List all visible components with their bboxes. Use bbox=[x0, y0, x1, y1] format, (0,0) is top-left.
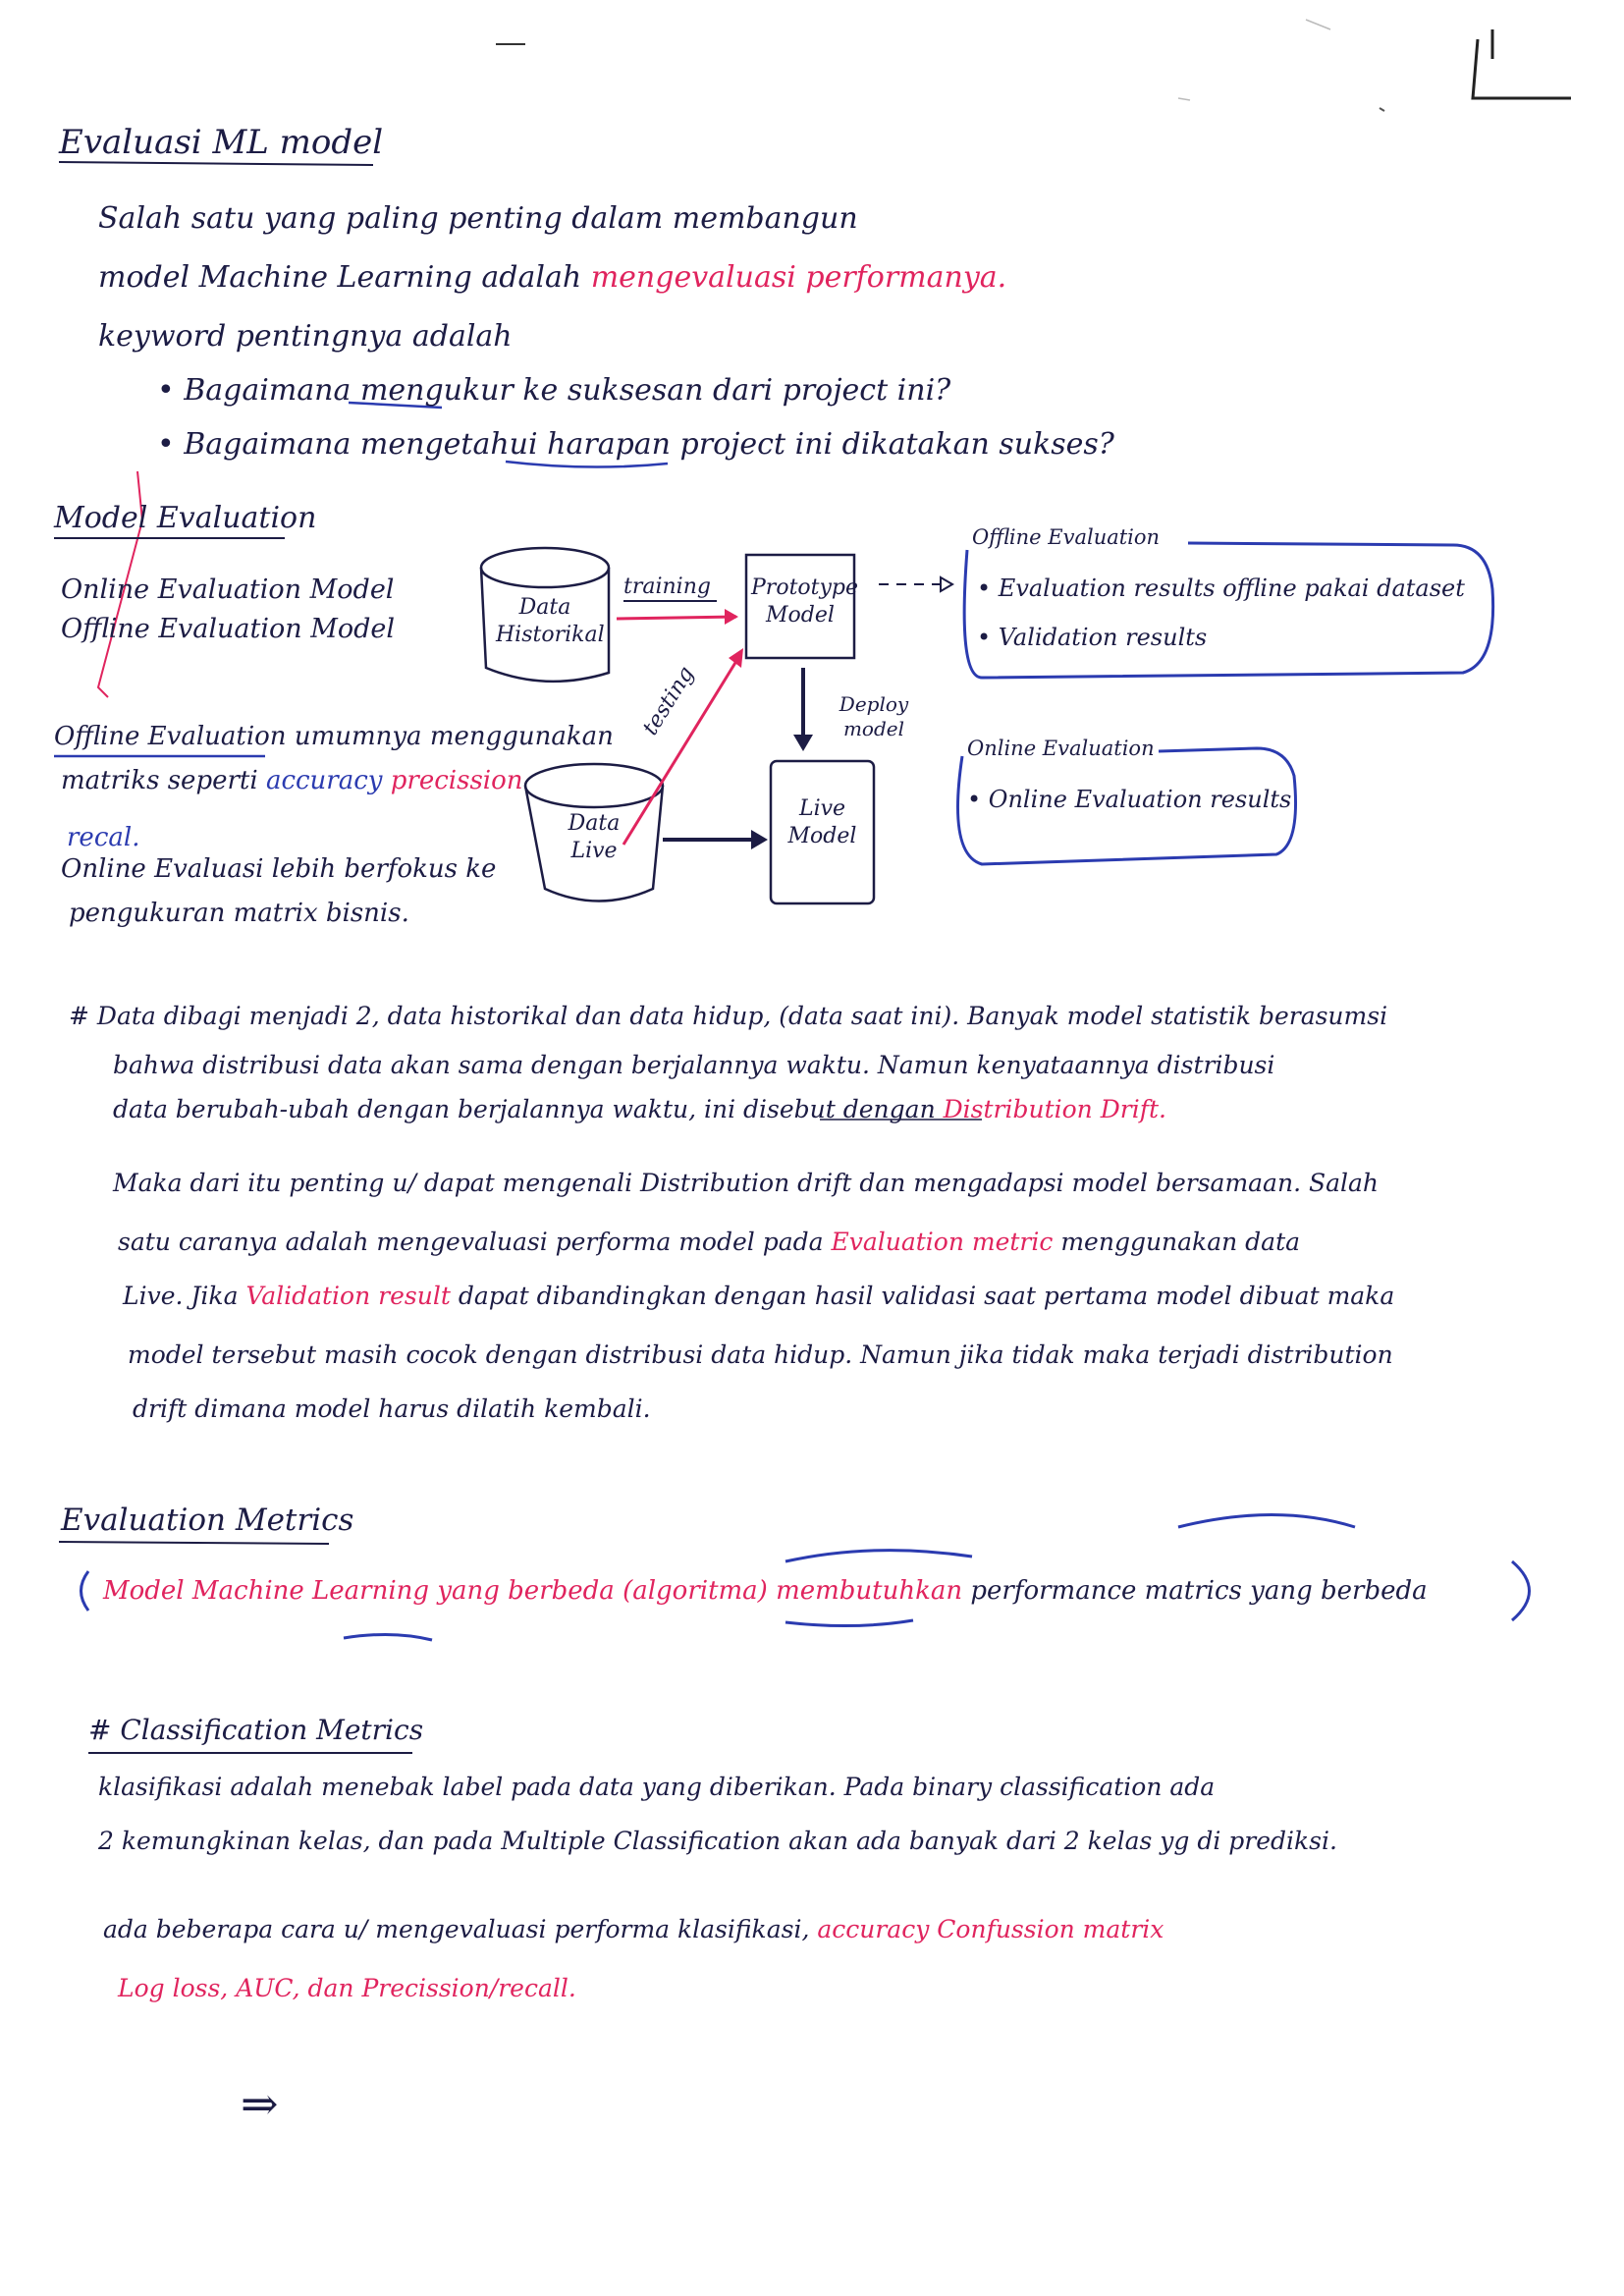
online-note-1: Online Evaluasi lebih berfokus ke bbox=[61, 854, 497, 884]
double-arrow-icon: ⇒ bbox=[241, 2077, 279, 2130]
para1-line-2: bahwa distribusi data akan sama dengan berjalannya waktu. Namun kenyataannya distribusi bbox=[113, 1051, 1275, 1079]
offline-note-3: recal. bbox=[67, 823, 140, 852]
classification-line-3: ada beberapa cara u/ mengevaluasi performa klasifikasi, accuracy Confussion matrix bbox=[103, 1915, 1164, 1943]
para1-line-1: # Data dibagi menjadi 2, data historikal dan data hidup, (data saat ini). Banyak model statistik berasumsi bbox=[69, 1002, 1388, 1030]
intro-line-3: keyword pentingnya adalah bbox=[98, 319, 513, 354]
intro-line-2: model Machine Learning adalah mengevaluasi performanya. bbox=[98, 260, 1007, 295]
para2-line-2: satu caranya adalah mengevaluasi performa model pada Evaluation metric menggunakan data bbox=[118, 1228, 1301, 1256]
prototype-label: Prototype Model bbox=[751, 575, 859, 628]
para2-line-4: model tersebut masih cocok dengan distribusi data hidup. Namun jika tidak maka terjadi distribution bbox=[128, 1340, 1393, 1369]
testing-label: testing bbox=[638, 662, 700, 740]
live-model-label: Live Model bbox=[787, 796, 857, 848]
page-title: Evaluasi ML model bbox=[59, 123, 384, 162]
classification-line-4: Log loss, AUC, dan Precission/recall. bbox=[118, 1974, 576, 2002]
offline-box-item-2: • Validation results bbox=[977, 624, 1208, 651]
online-eval-item: Online Evaluation Model bbox=[61, 574, 395, 605]
classification-line-2: 2 kemungkinan kelas, dan pada Multiple Classification akan ada banyak dari 2 kelas yg di prediksi. bbox=[98, 1827, 1337, 1855]
classification-line-1: klasifikasi adalah menebak label pada data yang diberikan. Pada binary classification ada bbox=[98, 1773, 1216, 1801]
eval-metrics-quote: Model Machine Learning yang berbeda (algoritma) membutuhkan performance matrics yang berbeda bbox=[103, 1576, 1428, 1606]
para2-line-1: Maka dari itu penting u/ dapat mengenali Distribution drift dan mengadapsi model bersamaan. Salah bbox=[113, 1169, 1379, 1197]
data-historikal-label: Data Historikal bbox=[496, 595, 605, 647]
intro-line-1: Salah satu yang paling penting dalam membangun bbox=[98, 201, 858, 236]
model-eval-heading: Model Evaluation bbox=[54, 501, 317, 535]
online-note-2: pengukuran matrix bisnis. bbox=[69, 899, 409, 928]
offline-note-1: Offline Evaluation umumnya menggunakan bbox=[54, 722, 614, 751]
eval-metrics-heading: Evaluation Metrics bbox=[61, 1503, 354, 1538]
heading-underline bbox=[59, 162, 373, 165]
bullet-1: • Bagaimana mengukur ke suksesan dari project ini? bbox=[157, 373, 951, 408]
online-box-title: Online Evaluation bbox=[967, 737, 1155, 760]
offline-eval-box bbox=[964, 543, 1492, 678]
para2-line-5: drift dimana model harus dilatih kembali. bbox=[133, 1394, 651, 1423]
training-label: training bbox=[623, 574, 711, 599]
offline-box-item-1: • Evaluation results offline pakai dataset bbox=[977, 574, 1465, 602]
classification-heading: # Classification Metrics bbox=[88, 1714, 424, 1746]
online-box-item-1: • Online Evaluation results bbox=[967, 786, 1292, 813]
bullet-2: • Bagaimana mengetahui harapan project ini dikatakan sukses? bbox=[157, 427, 1114, 462]
data-live-label: Data Live bbox=[568, 811, 621, 863]
para2-line-3: Live. Jika Validation result dapat dibandingkan dengan hasil validasi saat pertama model dibuat maka bbox=[123, 1282, 1395, 1310]
offline-box-title: Offline Evaluation bbox=[972, 525, 1161, 549]
deploy-label: Deploy model bbox=[839, 692, 909, 740]
corner-mark bbox=[1473, 39, 1571, 98]
offline-eval-item: Offline Evaluation Model bbox=[61, 614, 396, 644]
highlight-evaluasi: mengevaluasi performanya. bbox=[590, 260, 1007, 295]
offline-note-2: matriks seperti accuracy precission bbox=[61, 766, 523, 795]
para1-line-3: data berubah-ubah dengan berjalannya waktu, ini disebut dengan Distribution Drift. bbox=[113, 1095, 1166, 1123]
